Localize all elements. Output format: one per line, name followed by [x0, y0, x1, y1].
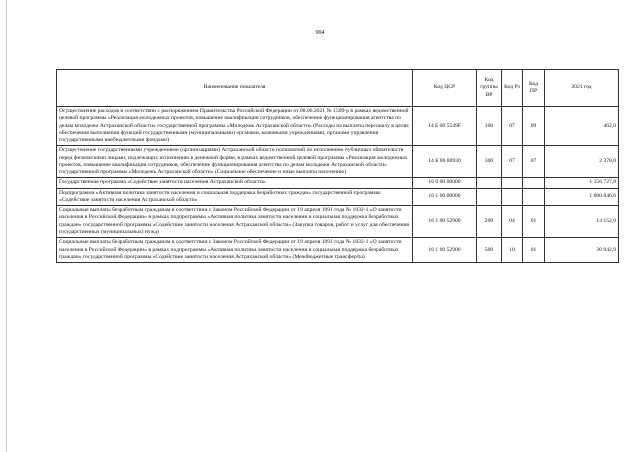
row-pr: 07 [523, 146, 545, 178]
row-name: Государственная программа «Содействие занятости населения Астраханской области» [57, 178, 413, 188]
table-row [57, 188, 619, 206]
row-name: Осуществление государственными учреждениями (организациями) Астраханской области полномочий по исполнению публичных обязательств перед физическими лицами, подлежащих исполнению в денежной форме, в рамках ведомственной целевой программы «Реализация молодежных проектов, повышение квалификации сотрудников, обеспечение функционирования агентства по делам молодежи Астраханской области» государственной программы «Молодежь Астраханской области» (Социальное обеспечение и иные выплаты населению) [57, 146, 413, 178]
row-csr: 16 0 00 00000 [413, 178, 477, 188]
row-amount: 1 156 727,8 [545, 178, 619, 188]
row-pr [523, 188, 545, 206]
row-amount: 1 000 846,6 [545, 188, 619, 206]
row-rz: 04 [502, 206, 523, 238]
row-csr: 14 Б 00 80930 [413, 146, 477, 178]
row-amount: 462,0 [545, 107, 619, 146]
header-vr: Код группы ВР [477, 70, 502, 107]
row-name: Социальные выплаты безработным гражданам в соответствии с Законом Российской Федерации от 19 апреля 1991 года № 1032-1 «О занятости населения в Российской Федерации» в рамках подпрограммы «Активная политика занятости населения и социальная поддержка безработных граждан» государственной программы «Содействие занятости населения Астраханской области» (Закупка товаров, работ и услуг для обеспечения государственных (муниципальных) нужд) [57, 206, 413, 238]
table-row [57, 238, 619, 263]
row-amount: 14 152,0 [545, 206, 619, 238]
row-pr: 01 [523, 206, 545, 238]
table-header-row [57, 70, 619, 107]
row-vr [477, 188, 502, 206]
table-row [57, 146, 619, 178]
row-vr: 100 [477, 107, 502, 146]
row-vr: 300 [477, 146, 502, 178]
row-rz: 10 [502, 238, 523, 263]
header-year: 2021 год [545, 70, 619, 107]
row-rz: 07 [502, 107, 523, 146]
header-csr: Код ЦСР [413, 70, 477, 107]
row-vr [477, 178, 502, 188]
row-vr: 500 [477, 238, 502, 263]
row-name: Подпрограмма «Активная политика занятости населения и социальная поддержка безработных граждан» государственной программы «Содействие занятости населения Астраханской области» [57, 188, 413, 206]
table-row [57, 178, 619, 188]
row-name: Осуществление расходов в соответствии с распоряжением Правительства Российской Федерации от 08.06.2021 № 1509-р в рамках ведомственной целевой программы «Реализация молодежных проектов, повышение квалификации сотрудников, обеспечение функционирования агентства по делам молодежи Астраханской области» государственной программы «Молодежь Астраханской области» (Расходы на выплаты персоналу в целях обеспечения выполнения функций государственными (муниципальными) органами, казенными учреждениями, органами управления государственными внебюджетными фондами) [57, 107, 413, 146]
row-csr: 14 Б 00 5549F [413, 107, 477, 146]
row-pr [523, 178, 545, 188]
row-amount: 2 378,0 [545, 146, 619, 178]
row-vr: 200 [477, 206, 502, 238]
row-pr: 09 [523, 107, 545, 146]
header-pr: Код ПР [523, 70, 545, 107]
page-number: 904 [315, 30, 325, 36]
row-rz [502, 188, 523, 206]
header-rz: Код Рз [502, 70, 523, 107]
budget-table [56, 69, 619, 263]
scan-edge-line [6, 0, 7, 452]
row-rz [502, 178, 523, 188]
row-pr: 01 [523, 238, 545, 263]
row-csr: 16 1 00 00000 [413, 188, 477, 206]
table-row [57, 206, 619, 238]
row-csr: 16 1 00 52900 [413, 206, 477, 238]
table-row [57, 107, 619, 146]
row-amount: 30 942,9 [545, 238, 619, 263]
row-csr: 16 1 00 52900 [413, 238, 477, 263]
row-rz: 07 [502, 146, 523, 178]
row-name: Социальные выплаты безработным гражданам в соответствии с Законом Российской Федерации от 19 апреля 1991 года № 1032-1 «О занятости населения в Российской Федерации» в рамках подпрограммы «Активная политика занятости населения и социальная поддержка безработных граждан» государственной программы «Содействие занятости населения Астраханской области» (Межбюджетные трансферты) [57, 238, 413, 263]
header-name: Наименование показателя [57, 70, 413, 107]
